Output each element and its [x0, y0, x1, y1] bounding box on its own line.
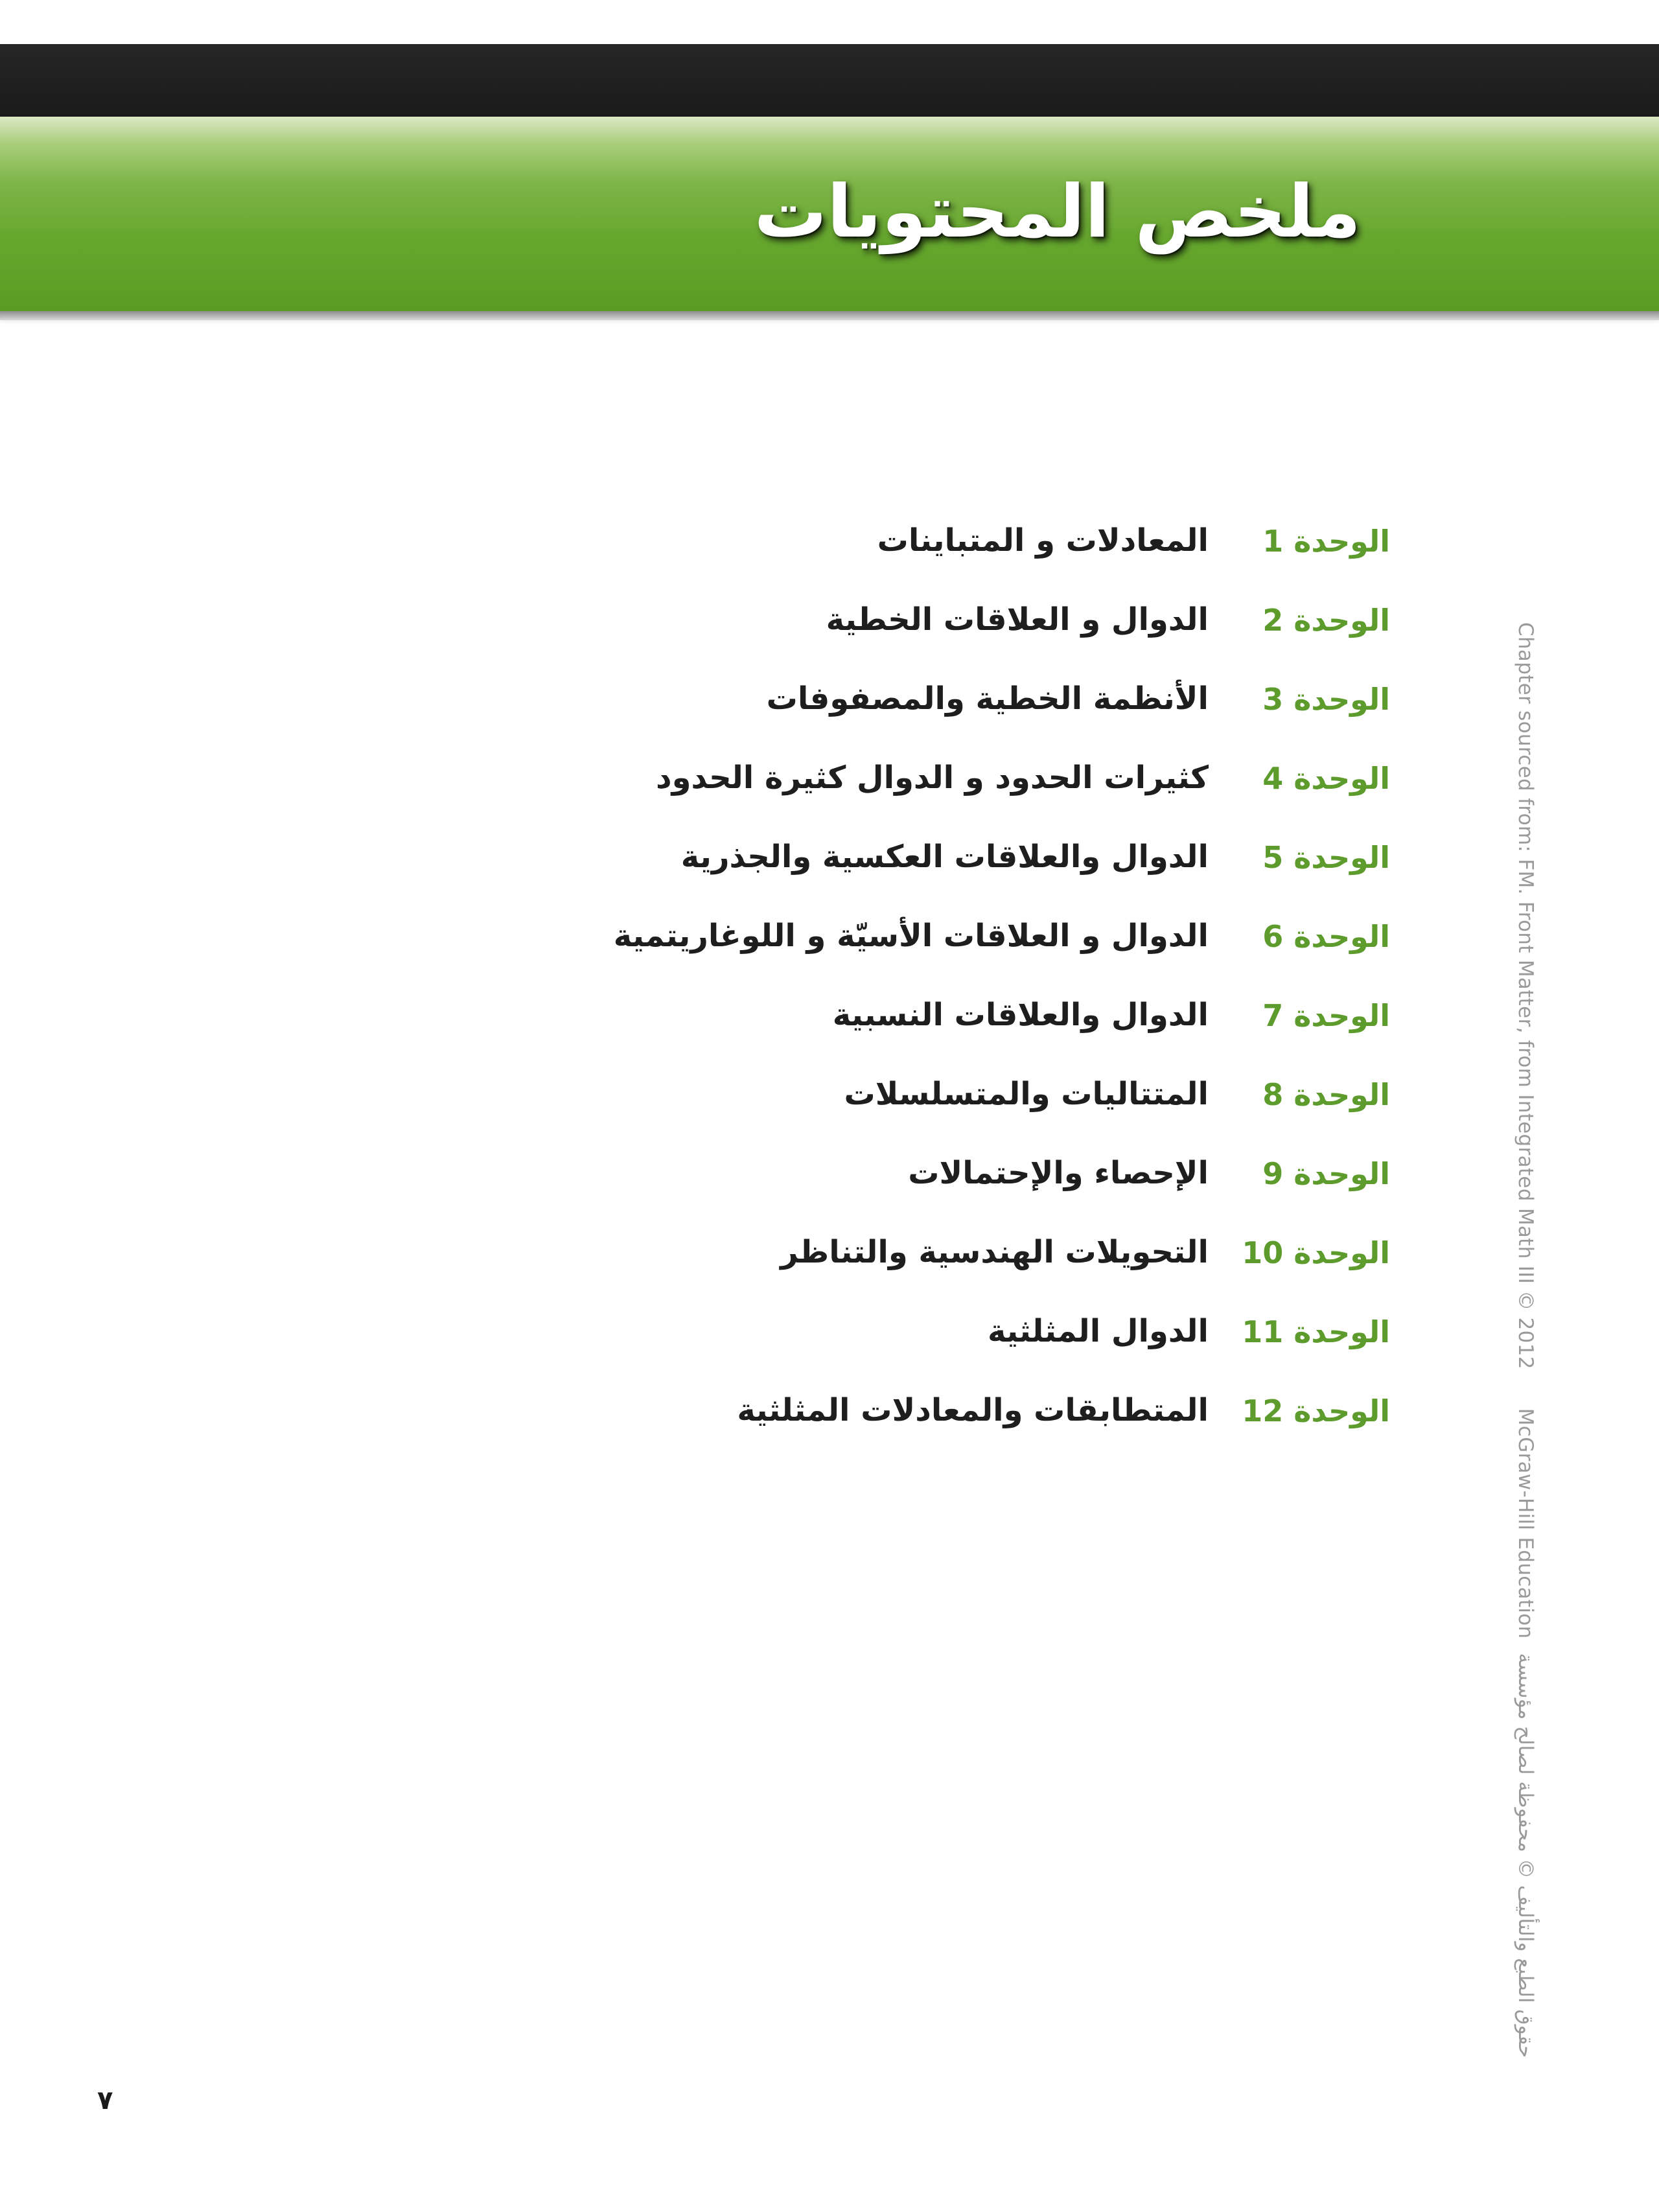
top-black-bar [0, 44, 1659, 117]
unit-title: التحويلات الهندسية والتناظر [780, 1234, 1209, 1270]
toc-row-unit-9[interactable] [0, 1138, 1659, 1217]
unit-number: الوحدة 3 [1262, 682, 1390, 717]
unit-title: الإحصاء والإحتمالات [908, 1155, 1209, 1191]
unit-number: الوحدة 11 [1242, 1314, 1390, 1349]
unit-number: الوحدة 5 [1262, 840, 1390, 875]
unit-title: الدوال و العلاقات الخطية [826, 601, 1209, 638]
unit-title: الدوال المثلثية [988, 1313, 1209, 1349]
toc-row-unit-3[interactable] [0, 664, 1659, 743]
unit-title: كثيرات الحدود و الدوال كثيرة الحدود [655, 760, 1209, 796]
unit-title: المتتاليات والمتسلسلات [844, 1076, 1209, 1112]
unit-title: المتطابقات والمعادلات المثلثية [737, 1392, 1209, 1428]
unit-title: الدوال و العلاقات الأسيّة و اللوغاريتمية [613, 918, 1209, 954]
unit-number: الوحدة 1 [1262, 524, 1390, 559]
page-title: ملخص المحتويات [754, 170, 1361, 254]
toc-row-unit-1[interactable] [0, 506, 1659, 585]
unit-title: الدوال والعلاقات النسبية [832, 997, 1209, 1033]
side-credit [1514, 622, 1537, 2067]
unit-title: الأنظمة الخطية والمصفوفات [766, 681, 1209, 717]
toc-row-unit-7[interactable] [0, 980, 1659, 1059]
toc-row-unit-6[interactable] [0, 901, 1659, 980]
toc-row-unit-5[interactable] [0, 822, 1659, 901]
unit-number: الوحدة 10 [1242, 1235, 1390, 1270]
unit-title: الدوال والعلاقات العكسية والجذرية [680, 839, 1209, 875]
toc-row-unit-4[interactable] [0, 743, 1659, 822]
page-number: ٧ [97, 2086, 113, 2115]
toc-row-unit-12[interactable] [0, 1375, 1659, 1454]
toc-row-unit-2[interactable] [0, 585, 1659, 664]
credit-source: Chapter sourced from: FM. Front Matter, from Integrated Math III © 2012 [1514, 622, 1537, 1369]
unit-number: الوحدة 9 [1262, 1156, 1390, 1191]
unit-number: الوحدة 4 [1262, 761, 1390, 796]
toc-row-unit-11[interactable] [0, 1296, 1659, 1375]
unit-number: الوحدة 6 [1262, 919, 1390, 954]
unit-number: الوحدة 2 [1262, 603, 1390, 638]
unit-title: المعادلات و المتباينات [877, 522, 1209, 559]
unit-number: الوحدة 7 [1262, 998, 1390, 1033]
toc-row-unit-8[interactable] [0, 1059, 1659, 1138]
credit-publisher: McGraw-Hill Education [1514, 1408, 1537, 1639]
toc-row-unit-10[interactable] [0, 1217, 1659, 1296]
unit-number: الوحدة 8 [1262, 1077, 1390, 1112]
unit-number: الوحدة 12 [1242, 1393, 1390, 1428]
credit-copyright-arabic: حقوق الطبع والتأليف © محفوظة لصالح مؤسسة [1514, 1653, 1537, 2058]
